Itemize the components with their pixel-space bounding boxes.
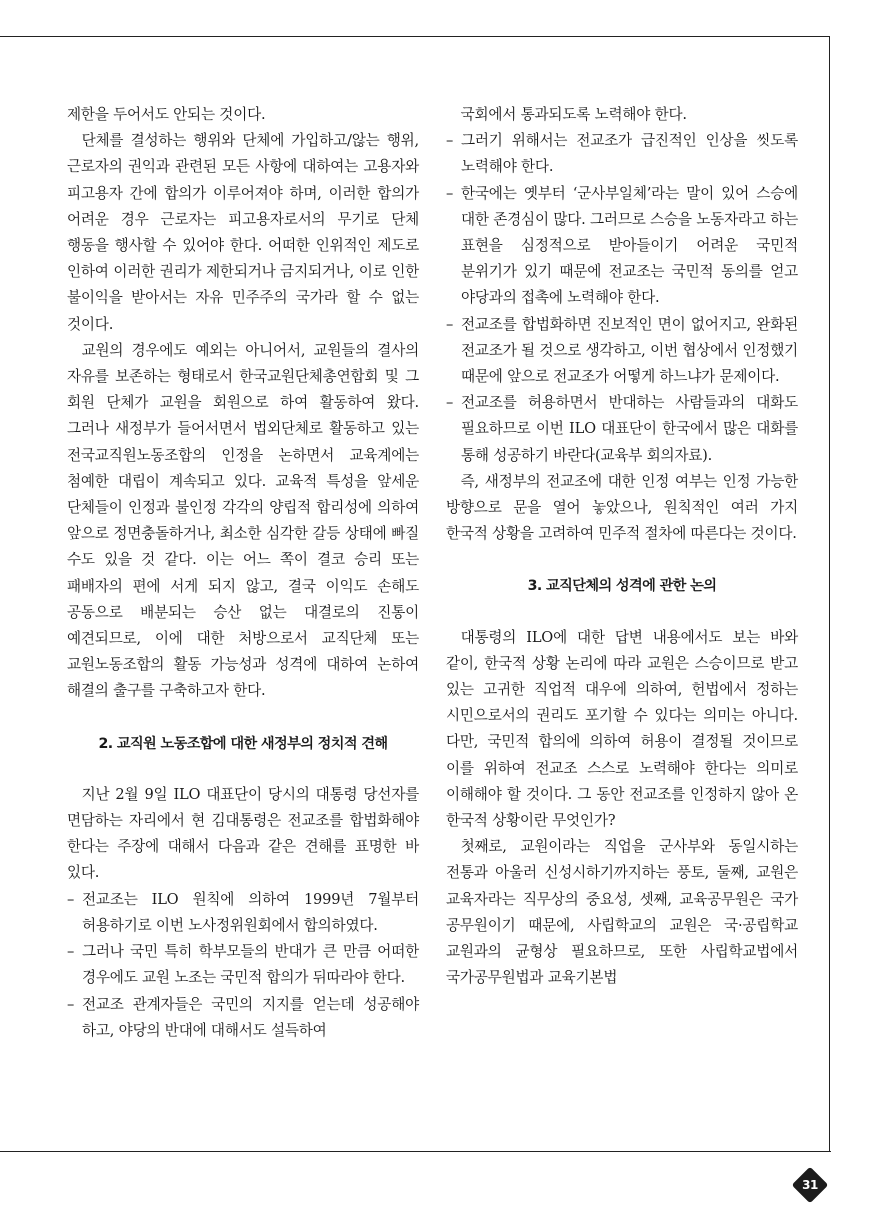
right-paragraph-4: 첫째로, 교원이라는 직업을 군사부와 동일시하는 전통과 아울러 신성시하기까지하는 풍토, 둘째, 교원은 교육자라는 직무상의 중요성, 셋째, 교육공무원은 국가 공무원이기 때문에, 사립학교의 교원은 국·공립학교 교원과의 균형상 필요하므로, 또한 사립학교법에서 국가공무원법과 교육기본법 bbox=[446, 838, 798, 987]
page-number-badge bbox=[793, 1168, 827, 1202]
section-heading-2: 2. 교직원 노동조합에 대한 새정부의 정치적 견해 bbox=[98, 735, 388, 752]
left-column bbox=[67, 102, 419, 1044]
list-item: – 그러기 위해서는 전교조가 급진적인 인상을 씻도록 노력해야 한다. bbox=[446, 128, 798, 180]
list-item: – 한국에는 옛부터 ‘군사부일체’라는 말이 있어 스승에 대한 존경심이 많다. 그러므로 스승을 노동자라고 하는 표현을 심정적으로 받아들이기 어려운 국민적 분위기가 있기 때문에 전교조는 국민적 동의를 얻고 야당과의 접촉에 노력해야 한다. bbox=[446, 181, 798, 312]
right-bullet-list bbox=[446, 128, 798, 469]
top-border-rule bbox=[0, 36, 829, 37]
left-paragraph-3: 교원의 경우에도 예외는 아니어서, 교원들의 결사의 자유를 보존하는 형태로서 한국교원단체총연합회 및 그 회원 단체가 교원을 회원으로 하여 활동하여 왔다. 그러나 새정부가 들어서면서 법외단체로 활동하고 있는 전국교직원노동조합의 인정을 논하면서 교육계에는 첨예한 대립이 계속되고 있다. 교육적 특성을 앞세운 단체들이 인정과 불인정 각각의 양립적 합리성에 의하여 앞으로 정면충돌하거나, 최소한 심각한 갈등 상태에 빠질 수도 있을 것 같다. 이는 어느 쪽이 결코 승리 또는 패배자의 편에 서게 되지 않고, 결국 이익도 손해도 공동으로 배분되는 승산 없는 대결로의 진통이 예견되므로, 이에 대한 처방으로서 교직단체 또는 교원노동조합의 활동 가능성과 성격에 대하여 논하여 해결의 출구를 구축하고자 한다. bbox=[67, 341, 419, 700]
left-paragraph-1: 제한을 두어서도 안되는 것이다. bbox=[67, 106, 266, 123]
list-item: – 전교조는 ILO 원칙에 의하여 1999년 7월부터 허용하기로 이번 노사정위원회에서 합의하였다. bbox=[67, 887, 419, 939]
left-paragraph-4: 지난 2월 9일 ILO 대표단이 당시의 대통령 당선자를 면담하는 자리에서 현 김대통령은 전교조를 합법화해야 한다는 주장에 대해서 다음과 같은 견해를 표명한 바 있다. bbox=[67, 785, 419, 882]
list-item: – 전교조 관계자들은 국민의 지지를 얻는데 성공해야 하고, 야당의 반대에 대해서도 설득하여 bbox=[67, 992, 419, 1044]
right-paragraph-2: 즉, 새정부의 전교조에 대한 인정 여부는 인정 가능한 방향으로 문을 열어 놓았으나, 원칙적인 여러 가지 한국적 상황을 고려하여 민주적 절차에 따른다는 것이다. bbox=[446, 472, 798, 543]
list-item: – 전교조를 합법화하면 진보적인 면이 없어지고, 완화된 전교조가 될 것으로 생각하고, 이번 협상에서 인정했기 때문에 앞으로 전교조가 어떻게 하느냐가 문제이다. bbox=[446, 312, 798, 391]
left-paragraph-2: 단체를 결성하는 행위와 단체에 가입하고/않는 행위, 근로자의 권익과 관련된 모든 사항에 대하여는 고용자와 피고용자 간에 합의가 이루어져야 하며, 이러한 합의가 어려운 경우 근로자는 피고용자로서의 무기로 단체 행동을 행사할 수 있어야 한다. 어떠한 인위적인 제도로 인하여 이러한 권리가 제한되거나 금지되거나, 이로 인한 불이익을 받아서는 자유 민주주의 국가라 할 수 없는 것이다. bbox=[67, 132, 419, 333]
bottom-border-rule bbox=[0, 1151, 831, 1152]
right-paragraph-1: 국회에서 통과되도록 노력해야 한다. bbox=[460, 106, 687, 123]
list-item: – 전교조를 허용하면서 반대하는 사람들과의 대화도 필요하므로 이번 ILO 대표단이 한국에서 많은 대화를 통해 성공하기 바란다(교육부 회의자료). bbox=[446, 390, 798, 469]
list-item: – 그러나 국민 특히 학부모들의 반대가 큰 만큼 어떠한 경우에도 교원 노조는 국민적 합의가 뒤따라야 한다. bbox=[67, 939, 419, 991]
right-paragraph-3: 대통령의 ILO에 대한 답변 내용에서도 보는 바와 같이, 한국적 상황 논리에 따라 교원은 스승이므로 받고 있는 고귀한 직업적 대우에 의하여, 헌법에서 정하는 시민으로서의 권리도 포기할 수 있다는 의미는 아니다. 다만, 국민적 합의에 의하여 허용이 결정될 것이므로 이를 위하여 전교조 스스로 노력해야 한다는 의미로 이해해야 할 것이다. 그 동안 전교조를 인정하지 않아 온 한국적 상황이란 무엇인가? bbox=[446, 628, 798, 830]
section-heading-3: 3. 교직단체의 성격에 관한 논의 bbox=[527, 578, 717, 595]
right-border-rule bbox=[829, 36, 830, 1151]
left-bullet-list bbox=[67, 887, 419, 1044]
page-number: 31 bbox=[802, 1178, 818, 1192]
right-column bbox=[446, 102, 798, 992]
